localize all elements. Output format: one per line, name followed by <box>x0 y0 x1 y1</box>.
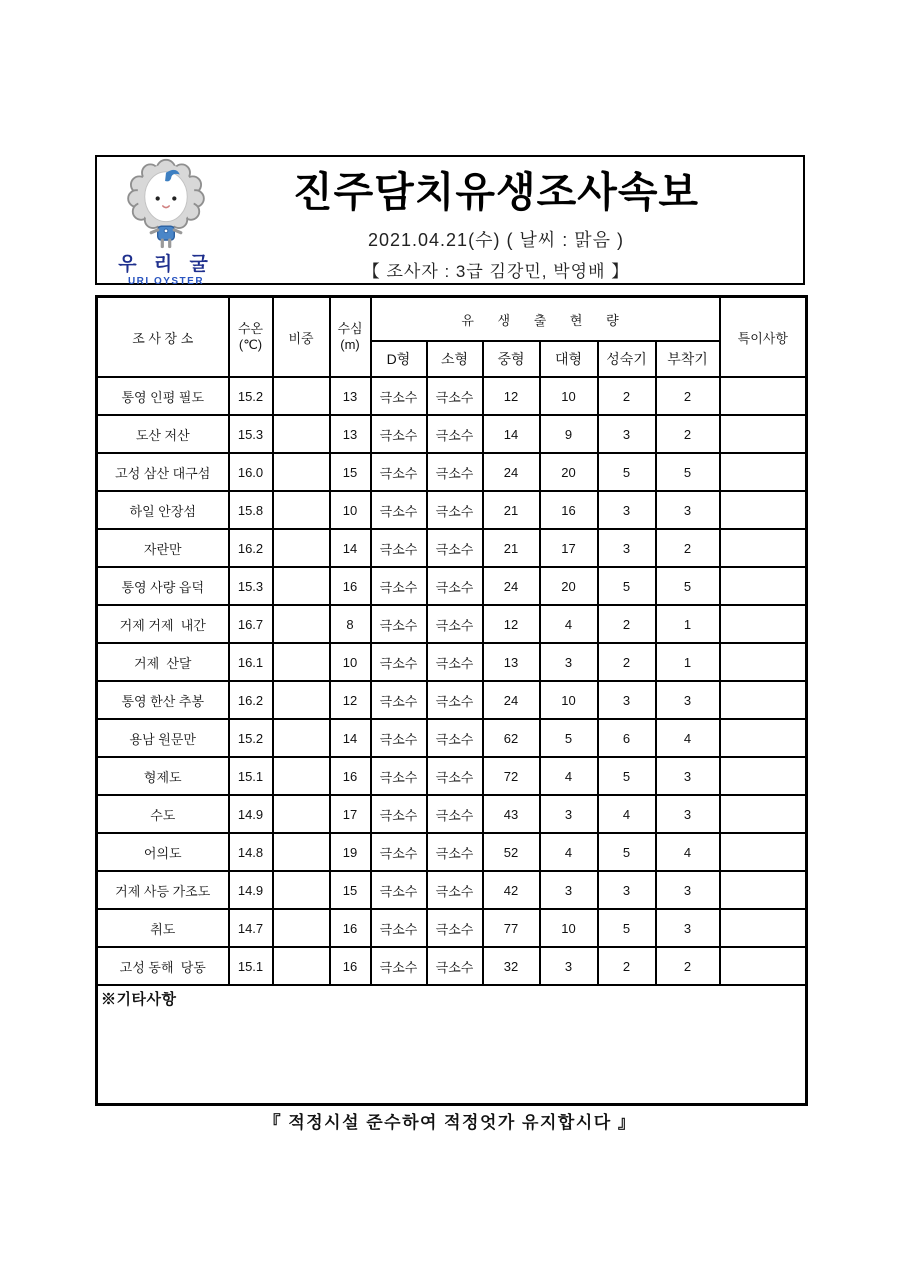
cell-specific-gravity <box>273 833 330 871</box>
cell-water-temp: 15.3 <box>229 415 273 453</box>
col-header-attached: 부착기 <box>656 341 720 377</box>
cell-depth: 16 <box>330 567 371 605</box>
cell-water-temp: 14.9 <box>229 871 273 909</box>
water-temp-unit: (℃) <box>238 337 263 352</box>
cell-d-stage: 극소수 <box>371 947 427 985</box>
cell-large: 4 <box>540 605 598 643</box>
cell-mature: 5 <box>598 567 656 605</box>
cell-depth: 17 <box>330 795 371 833</box>
cell-small: 극소수 <box>427 681 483 719</box>
cell-water-temp: 16.2 <box>229 681 273 719</box>
cell-specific-gravity <box>273 909 330 947</box>
cell-small: 극소수 <box>427 909 483 947</box>
cell-notes <box>720 491 807 529</box>
cell-mature: 3 <box>598 871 656 909</box>
cell-mature: 2 <box>598 643 656 681</box>
cell-small: 극소수 <box>427 377 483 415</box>
depth-unit: (m) <box>340 337 360 352</box>
cell-medium: 14 <box>483 415 540 453</box>
cell-medium: 62 <box>483 719 540 757</box>
cell-d-stage: 극소수 <box>371 719 427 757</box>
cell-notes <box>720 833 807 871</box>
cell-small: 극소수 <box>427 567 483 605</box>
cell-large: 20 <box>540 453 598 491</box>
cell-mature: 2 <box>598 605 656 643</box>
table-row <box>97 605 807 643</box>
cell-medium: 43 <box>483 795 540 833</box>
col-header-larvae-group: 유 생 출 현 량 <box>371 297 720 342</box>
cell-large: 4 <box>540 833 598 871</box>
table-row <box>97 643 807 681</box>
cell-location: 취도 <box>97 909 229 947</box>
cell-mature: 3 <box>598 491 656 529</box>
cell-depth: 15 <box>330 871 371 909</box>
cell-location: 거제 산달 <box>97 643 229 681</box>
cell-attached: 2 <box>656 377 720 415</box>
cell-location: 어의도 <box>97 833 229 871</box>
cell-large: 20 <box>540 567 598 605</box>
cell-attached: 1 <box>656 605 720 643</box>
col-header-notes: 특이사항 <box>720 297 807 378</box>
cell-small: 극소수 <box>427 415 483 453</box>
cell-d-stage: 극소수 <box>371 757 427 795</box>
cell-specific-gravity <box>273 795 330 833</box>
cell-attached: 2 <box>656 947 720 985</box>
cell-d-stage: 극소수 <box>371 377 427 415</box>
cell-attached: 2 <box>656 529 720 567</box>
cell-attached: 5 <box>656 453 720 491</box>
cell-large: 5 <box>540 719 598 757</box>
table-row <box>97 453 807 491</box>
cell-specific-gravity <box>273 719 330 757</box>
cell-depth: 16 <box>330 909 371 947</box>
cell-water-temp: 15.2 <box>229 377 273 415</box>
cell-water-temp: 15.2 <box>229 719 273 757</box>
cell-location: 통영 한산 추봉 <box>97 681 229 719</box>
cell-attached: 3 <box>656 681 720 719</box>
col-header-small: 소형 <box>427 341 483 377</box>
cell-attached: 4 <box>656 833 720 871</box>
cell-depth: 8 <box>330 605 371 643</box>
col-header-large: 대형 <box>540 341 598 377</box>
cell-small: 극소수 <box>427 719 483 757</box>
cell-large: 3 <box>540 643 598 681</box>
table-row <box>97 833 807 871</box>
logo-korean-name: 우 리 굴 <box>118 253 214 275</box>
cell-small: 극소수 <box>427 453 483 491</box>
cell-medium: 32 <box>483 947 540 985</box>
cell-specific-gravity <box>273 491 330 529</box>
cell-specific-gravity <box>273 643 330 681</box>
report-title: 진주담치유생조사속보 <box>292 168 700 215</box>
cell-specific-gravity <box>273 757 330 795</box>
cell-location: 거제 거제 내간 <box>97 605 229 643</box>
cell-depth: 10 <box>330 491 371 529</box>
cell-medium: 21 <box>483 491 540 529</box>
cell-notes <box>720 415 807 453</box>
cell-small: 극소수 <box>427 871 483 909</box>
cell-small: 극소수 <box>427 795 483 833</box>
logo <box>97 154 235 287</box>
table-row <box>97 491 807 529</box>
cell-medium: 21 <box>483 529 540 567</box>
water-temp-label: 수온 <box>237 320 264 336</box>
cell-specific-gravity <box>273 871 330 909</box>
table-row <box>97 415 807 453</box>
cell-d-stage: 극소수 <box>371 681 427 719</box>
cell-mature: 3 <box>598 529 656 567</box>
cell-small: 극소수 <box>427 947 483 985</box>
cell-large: 17 <box>540 529 598 567</box>
cell-water-temp: 15.8 <box>229 491 273 529</box>
table-row <box>97 681 807 719</box>
cell-location: 고성 삼산 대구섬 <box>97 453 229 491</box>
cell-water-temp: 14.8 <box>229 833 273 871</box>
report-date: 2021.04.21(수) ( 날씨 : 맑음 ) <box>367 229 624 250</box>
col-header-d-stage: D형 <box>371 341 427 377</box>
cell-small: 극소수 <box>427 757 483 795</box>
cell-large: 3 <box>540 795 598 833</box>
cell-notes <box>720 453 807 491</box>
cell-notes <box>720 947 807 985</box>
cell-d-stage: 극소수 <box>371 453 427 491</box>
cell-mature: 5 <box>598 757 656 795</box>
cell-large: 4 <box>540 757 598 795</box>
cell-attached: 4 <box>656 719 720 757</box>
cell-depth: 14 <box>330 719 371 757</box>
cell-location: 수도 <box>97 795 229 833</box>
cell-depth: 15 <box>330 453 371 491</box>
etc-notes-label: ※기타사항 <box>101 991 177 1008</box>
cell-attached: 5 <box>656 567 720 605</box>
cell-location: 도산 저산 <box>97 415 229 453</box>
cell-notes <box>720 605 807 643</box>
cell-mature: 4 <box>598 795 656 833</box>
table-row <box>97 567 807 605</box>
cell-attached: 3 <box>656 757 720 795</box>
cell-medium: 13 <box>483 643 540 681</box>
cell-medium: 12 <box>483 605 540 643</box>
cell-specific-gravity <box>273 415 330 453</box>
cell-large: 10 <box>540 377 598 415</box>
cell-specific-gravity <box>273 377 330 415</box>
table-row <box>97 757 807 795</box>
cell-specific-gravity <box>273 529 330 567</box>
survey-table <box>95 295 808 1106</box>
cell-medium: 24 <box>483 453 540 491</box>
cell-medium: 72 <box>483 757 540 795</box>
col-header-medium: 중형 <box>483 341 540 377</box>
cell-mature: 5 <box>598 833 656 871</box>
cell-large: 16 <box>540 491 598 529</box>
cell-notes <box>720 377 807 415</box>
cell-location: 통영 인평 필도 <box>97 377 229 415</box>
cell-large: 10 <box>540 909 598 947</box>
table-row <box>97 719 807 757</box>
col-header-location: 조 사 장 소 <box>97 297 229 378</box>
col-header-water-temp <box>229 297 273 378</box>
cell-d-stage: 극소수 <box>371 529 427 567</box>
survey-table-body <box>97 377 807 985</box>
cell-attached: 3 <box>656 909 720 947</box>
cell-d-stage: 극소수 <box>371 567 427 605</box>
cell-depth: 13 <box>330 377 371 415</box>
cell-depth: 16 <box>330 757 371 795</box>
cell-medium: 52 <box>483 833 540 871</box>
cell-medium: 42 <box>483 871 540 909</box>
cell-mature: 6 <box>598 719 656 757</box>
table-row <box>97 377 807 415</box>
cell-d-stage: 극소수 <box>371 605 427 643</box>
cell-specific-gravity <box>273 605 330 643</box>
col-header-depth <box>330 297 371 378</box>
report-header <box>95 155 805 285</box>
cell-depth: 10 <box>330 643 371 681</box>
cell-mature: 2 <box>598 947 656 985</box>
cell-medium: 24 <box>483 681 540 719</box>
table-row <box>97 795 807 833</box>
cell-notes <box>720 643 807 681</box>
cell-medium: 12 <box>483 377 540 415</box>
cell-depth: 12 <box>330 681 371 719</box>
table-row <box>97 947 807 985</box>
cell-large: 3 <box>540 947 598 985</box>
cell-attached: 3 <box>656 795 720 833</box>
cell-medium: 77 <box>483 909 540 947</box>
cell-location: 통영 사량 읍덕 <box>97 567 229 605</box>
cell-location: 고성 동해 당동 <box>97 947 229 985</box>
cell-notes <box>720 529 807 567</box>
cell-location: 거제 사등 가조도 <box>97 871 229 909</box>
cell-notes <box>720 681 807 719</box>
logo-english-name: URI OYSTER <box>127 275 205 287</box>
cell-attached: 2 <box>656 415 720 453</box>
cell-notes <box>720 757 807 795</box>
cell-notes <box>720 719 807 757</box>
cell-d-stage: 극소수 <box>371 643 427 681</box>
cell-d-stage: 극소수 <box>371 415 427 453</box>
cell-d-stage: 극소수 <box>371 795 427 833</box>
cell-attached: 3 <box>656 871 720 909</box>
cell-mature: 3 <box>598 415 656 453</box>
cell-water-temp: 15.3 <box>229 567 273 605</box>
cell-water-temp: 16.2 <box>229 529 273 567</box>
cell-mature: 2 <box>598 377 656 415</box>
cell-medium: 24 <box>483 567 540 605</box>
cell-large: 10 <box>540 681 598 719</box>
cell-mature: 5 <box>598 909 656 947</box>
cell-attached: 3 <box>656 491 720 529</box>
cell-water-temp: 14.7 <box>229 909 273 947</box>
cell-d-stage: 극소수 <box>371 871 427 909</box>
cell-depth: 13 <box>330 415 371 453</box>
cell-small: 극소수 <box>427 833 483 871</box>
cell-small: 극소수 <box>427 529 483 567</box>
cell-attached: 1 <box>656 643 720 681</box>
cell-small: 극소수 <box>427 643 483 681</box>
report-surveyors: 【 조사자 : 3급 김강민, 박영배 】 <box>362 261 630 281</box>
cell-water-temp: 16.0 <box>229 453 273 491</box>
cell-depth: 16 <box>330 947 371 985</box>
cell-small: 극소수 <box>427 605 483 643</box>
cell-d-stage: 극소수 <box>371 491 427 529</box>
cell-large: 9 <box>540 415 598 453</box>
cell-mature: 5 <box>598 453 656 491</box>
header-text-block <box>235 159 803 282</box>
cell-specific-gravity <box>273 453 330 491</box>
cell-large: 3 <box>540 871 598 909</box>
cell-d-stage: 극소수 <box>371 833 427 871</box>
cell-depth: 19 <box>330 833 371 871</box>
col-header-mature: 성숙기 <box>598 341 656 377</box>
table-row <box>97 871 807 909</box>
cell-water-temp: 14.9 <box>229 795 273 833</box>
cell-specific-gravity <box>273 947 330 985</box>
etc-notes-cell <box>97 985 807 1105</box>
cell-location: 자란만 <box>97 529 229 567</box>
cell-water-temp: 15.1 <box>229 947 273 985</box>
cell-notes <box>720 871 807 909</box>
cell-water-temp: 16.1 <box>229 643 273 681</box>
cell-water-temp: 16.7 <box>229 605 273 643</box>
cell-specific-gravity <box>273 567 330 605</box>
table-row <box>97 529 807 567</box>
cell-d-stage: 극소수 <box>371 909 427 947</box>
cell-water-temp: 15.1 <box>229 757 273 795</box>
oyster-mascot-icon <box>124 157 208 253</box>
depth-label: 수심 <box>337 320 363 336</box>
cell-location: 하일 안장섬 <box>97 491 229 529</box>
cell-notes <box>720 909 807 947</box>
cell-mature: 3 <box>598 681 656 719</box>
cell-notes <box>720 795 807 833</box>
table-row <box>97 909 807 947</box>
cell-small: 극소수 <box>427 491 483 529</box>
cell-depth: 14 <box>330 529 371 567</box>
footer-slogan: 『 적정시설 준수하여 적정엇가 유지합시다 』 <box>263 1113 637 1132</box>
cell-specific-gravity <box>273 681 330 719</box>
cell-location: 형제도 <box>97 757 229 795</box>
cell-location: 용남 원문만 <box>97 719 229 757</box>
cell-notes <box>720 567 807 605</box>
col-header-specific-gravity: 비중 <box>273 297 330 378</box>
